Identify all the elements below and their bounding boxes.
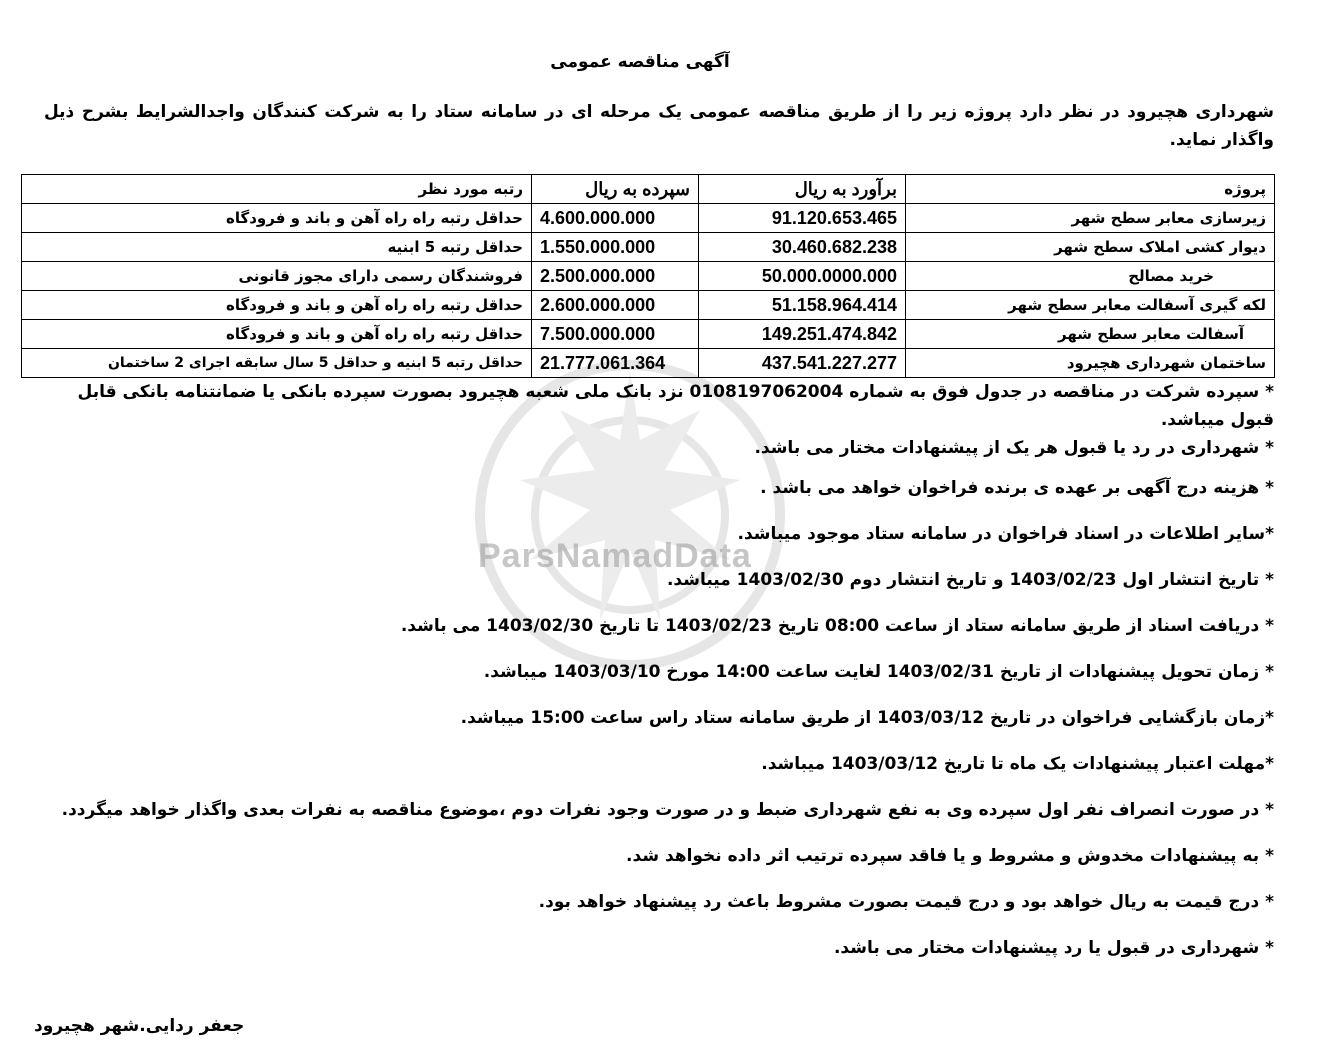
header-deposit: سپرده به ریال xyxy=(532,175,699,204)
table-row xyxy=(22,349,1275,378)
cell-estimate: 50.000.0000.000 xyxy=(699,262,906,291)
cell-deposit: 7.500.000.000 xyxy=(532,320,699,349)
cell-grade: حداقل رتبه 5 ابنیه و حداقل 5 سال سابقه اجرای 2 ساختمان xyxy=(22,349,532,378)
notes-list xyxy=(34,378,1274,962)
cell-grade: حداقل رتبه 5 ابنیه xyxy=(22,233,532,262)
table-row xyxy=(22,233,1275,262)
note-docs-receipt: * دریافت اسناد از طریق سامانه ستاد از ساعت 08:00 تاریخ 1403/02/23 تا تاریخ 1403/02/30 می باشد. xyxy=(400,616,1274,636)
cell-deposit: 4.600.000.000 xyxy=(532,204,699,233)
table-row xyxy=(22,291,1275,320)
cell-estimate: 51.158.964.414 xyxy=(699,291,906,320)
cell-estimate: 30.460.682.238 xyxy=(699,233,906,262)
cell-deposit: 1.550.000.000 xyxy=(532,233,699,262)
note-pricing: * درج قیمت به ریال خواهد بود و درج قیمت بصورت مشروط باعث رد پیشنهاد خواهد بود. xyxy=(538,892,1274,912)
cell-deposit: 2.600.000.000 xyxy=(532,291,699,320)
header-estimate: برآورد به ریال xyxy=(699,175,906,204)
cell-estimate: 149.251.474.842 xyxy=(699,320,906,349)
note-deposit: * سپرده شرکت در مناقصه در جدول فوق به شماره 0108197062004 نزد بانک ملی شعبه هچیرود بصورت سپرده بانکی یا ضمانتنامه بانکی قابل قبول میباشد. xyxy=(77,382,1274,430)
note-ad-cost: * هزینه درج آگهی بر عهده ی برنده فراخوان خواهد می باشد . xyxy=(760,478,1274,498)
note-validity: *مهلت اعتبار پیشنهادات یک ماه تا تاریخ 1403/03/12 میباشد. xyxy=(761,754,1274,774)
cell-estimate: 91.120.653.465 xyxy=(699,204,906,233)
cell-grade: فروشندگان رسمی دارای مجوز قانونی xyxy=(22,262,532,291)
watermark-text: ParsNamadData xyxy=(478,537,752,575)
notice-title: آگهی مناقصه عمومی xyxy=(550,52,730,72)
note-withdrawal: * در صورت انصراف نفر اول سپرده وی به نفع شهرداری ضبط و در صورت وجود نفرات دوم ،موضوع مناقصه به نفرات بعدی واگذار خواهد میگردد. xyxy=(61,800,1274,820)
signature: جعفر ردایی.شهر هچیرود xyxy=(34,1016,245,1036)
cell-project: دیوار کشی املاک سطح شهر xyxy=(906,233,1275,262)
cell-deposit: 21.777.061.364 xyxy=(532,349,699,378)
cell-project: ساختمان شهرداری هچیرود xyxy=(906,349,1275,378)
cell-project: آسفالت معابر سطح شهر xyxy=(906,320,1275,349)
note-submission: * زمان تحویل پیشنهادات از تاریخ 1403/02/31 لغایت ساعت 14:00 مورخ 1403/03/10 میباشد. xyxy=(483,662,1274,682)
table-row xyxy=(22,204,1275,233)
table-header-row xyxy=(22,175,1275,204)
header-project: پروژه xyxy=(906,175,1275,204)
note-publish-dates: * تاریخ انتشار اول 1403/02/23 و تاریخ انتشار دوم 1403/02/30 میباشد. xyxy=(666,570,1274,590)
note-info: *سایر اطلاعات در اسناد فراخوان در سامانه ستاد موجود میباشد. xyxy=(737,524,1274,544)
cell-project: زیرسازی معابر سطح شهر xyxy=(906,204,1275,233)
table-row xyxy=(22,262,1275,291)
cell-project: خرید مصالح xyxy=(906,262,1275,291)
cell-deposit: 2.500.000.000 xyxy=(532,262,699,291)
cell-estimate: 437.541.227.277 xyxy=(699,349,906,378)
tender-table xyxy=(21,174,1275,378)
table-row xyxy=(22,320,1275,349)
note-invalid-bids: * به پیشنهادات مخدوش و مشروط و یا فاقد سپرده ترتیب اثر داده نخواهد شد. xyxy=(626,846,1274,866)
cell-grade: حداقل رتبه راه راه آهن و باند و فرودگاه xyxy=(22,204,532,233)
cell-grade: حداقل رتبه راه راه آهن و باند و فرودگاه xyxy=(22,320,532,349)
header-grade: رتبه مورد نظر xyxy=(22,175,532,204)
cell-project: لکه گیری آسفالت معابر سطح شهر xyxy=(906,291,1275,320)
note-opening: *زمان بازگشایی فراخوان در تاریخ 1403/03/12 از طریق سامانه ستاد راس ساعت 15:00 میباشد. xyxy=(460,708,1274,728)
note-final-rights: * شهرداری در قبول یا رد پیشنهادات مختار می باشد. xyxy=(833,938,1274,958)
cell-grade: حداقل رتبه راه راه آهن و باند و فرودگاه xyxy=(22,291,532,320)
notice-intro: شهرداری هچیرود در نظر دارد پروژه زیر را از طریق مناقصه عمومی یک مرحله ای در سامانه ستاد را به شرکت کنندگان واجدالشرایط بشرح ذیل واگذار نماید. xyxy=(44,102,1274,150)
note-rights: * شهرداری در رد یا قبول هر یک از پیشنهادات مختار می باشد. xyxy=(754,438,1274,458)
